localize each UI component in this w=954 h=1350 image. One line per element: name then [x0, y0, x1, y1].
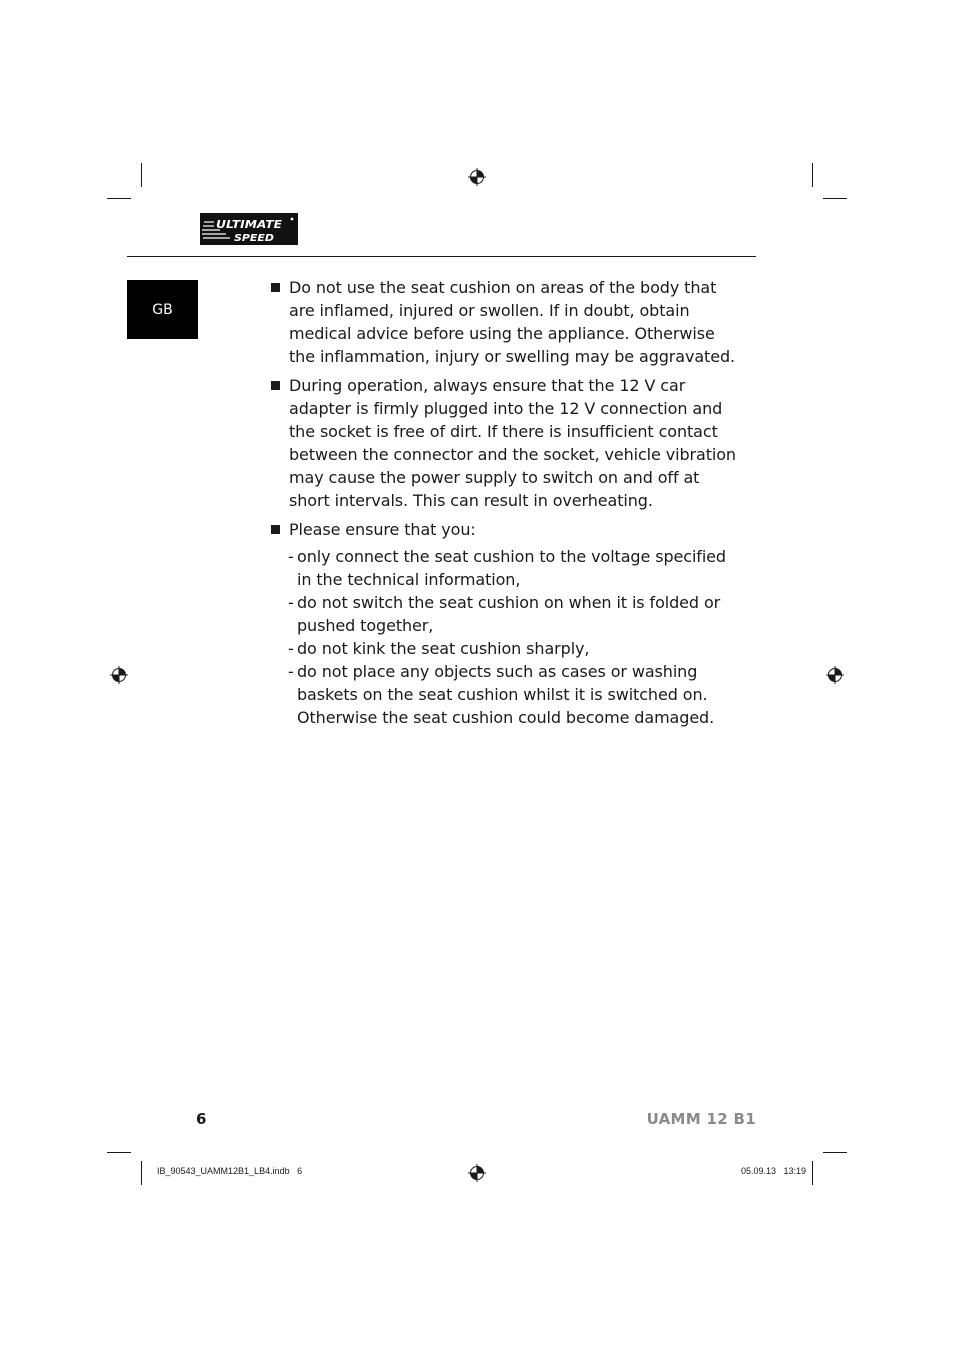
registration-mark-icon: [826, 666, 844, 684]
crop-mark: [141, 1161, 142, 1185]
page-number: 6: [196, 1110, 207, 1128]
language-tab: [127, 280, 198, 339]
print-slug-file: IB_90543_UAMM12B1_LB4.indb 6: [157, 1166, 303, 1176]
crop-mark: [141, 163, 142, 187]
registration-mark-icon: [468, 1164, 486, 1182]
sub-list-item: [270, 637, 740, 660]
sub-list-item: [270, 545, 740, 591]
crop-mark: [107, 198, 131, 199]
crop-mark: [812, 163, 813, 187]
language-tab-label: GB: [152, 301, 173, 318]
sub-item-text: do not place any objects such as cases or washing baskets on the seat cushion whilst it is switched on. Otherwise the seat cushion could become damaged.: [297, 662, 715, 727]
sub-list-item: [270, 591, 740, 637]
svg-text:SPEED: SPEED: [234, 233, 274, 244]
sub-list-item: [270, 660, 740, 729]
square-bullet-icon: [271, 525, 280, 534]
dash-bullet: -: [288, 547, 294, 566]
registration-mark-icon: [110, 666, 128, 684]
ultimate-speed-logo: [200, 213, 298, 245]
sub-item-text: do not switch the seat cushion on when it is folded or pushed together,: [297, 593, 721, 635]
print-slug-date: 05.09.13 13:19: [740, 1166, 806, 1176]
dash-bullet: -: [288, 662, 294, 681]
dash-bullet: -: [288, 593, 294, 612]
dash-bullet: -: [288, 639, 294, 658]
crop-mark: [823, 1152, 847, 1153]
bullet-text: Please ensure that you:: [289, 520, 476, 539]
crop-mark: [812, 1161, 813, 1185]
svg-text:ULTIMATE: ULTIMATE: [216, 218, 283, 231]
list-item: [270, 518, 740, 729]
bullet-text: Do not use the seat cushion on areas of the body that are inflamed, injured or swollen. If in doubt, obtain medical advice before using the appliance. Otherwise the inflammation, injury or swelling may be aggravated.: [289, 278, 736, 366]
sub-item-text: only connect the seat cushion to the voltage specified in the technical information,: [297, 547, 726, 589]
sub-item-text: do not kink the seat cushion sharply,: [297, 639, 590, 658]
registration-mark-icon: [468, 168, 486, 186]
model-code: UAMM 12 B1: [646, 1110, 756, 1128]
square-bullet-icon: [271, 283, 280, 292]
crop-mark: [107, 1152, 131, 1153]
sub-list: [289, 545, 740, 729]
safety-instructions: [270, 276, 740, 735]
list-item: [270, 276, 740, 368]
header-rule: [127, 256, 756, 257]
square-bullet-icon: [271, 381, 280, 390]
crop-mark: [823, 198, 847, 199]
list-item: [270, 374, 740, 512]
bullet-text: During operation, always ensure that the 12 V car adapter is firmly plugged into the 12 V connection and the socket is free of dirt. If there is insufficient contact between the connector and the socket, vehicle vibration may cause the power supply to switch on and off at short intervals. This can result in overheating.: [289, 376, 736, 510]
